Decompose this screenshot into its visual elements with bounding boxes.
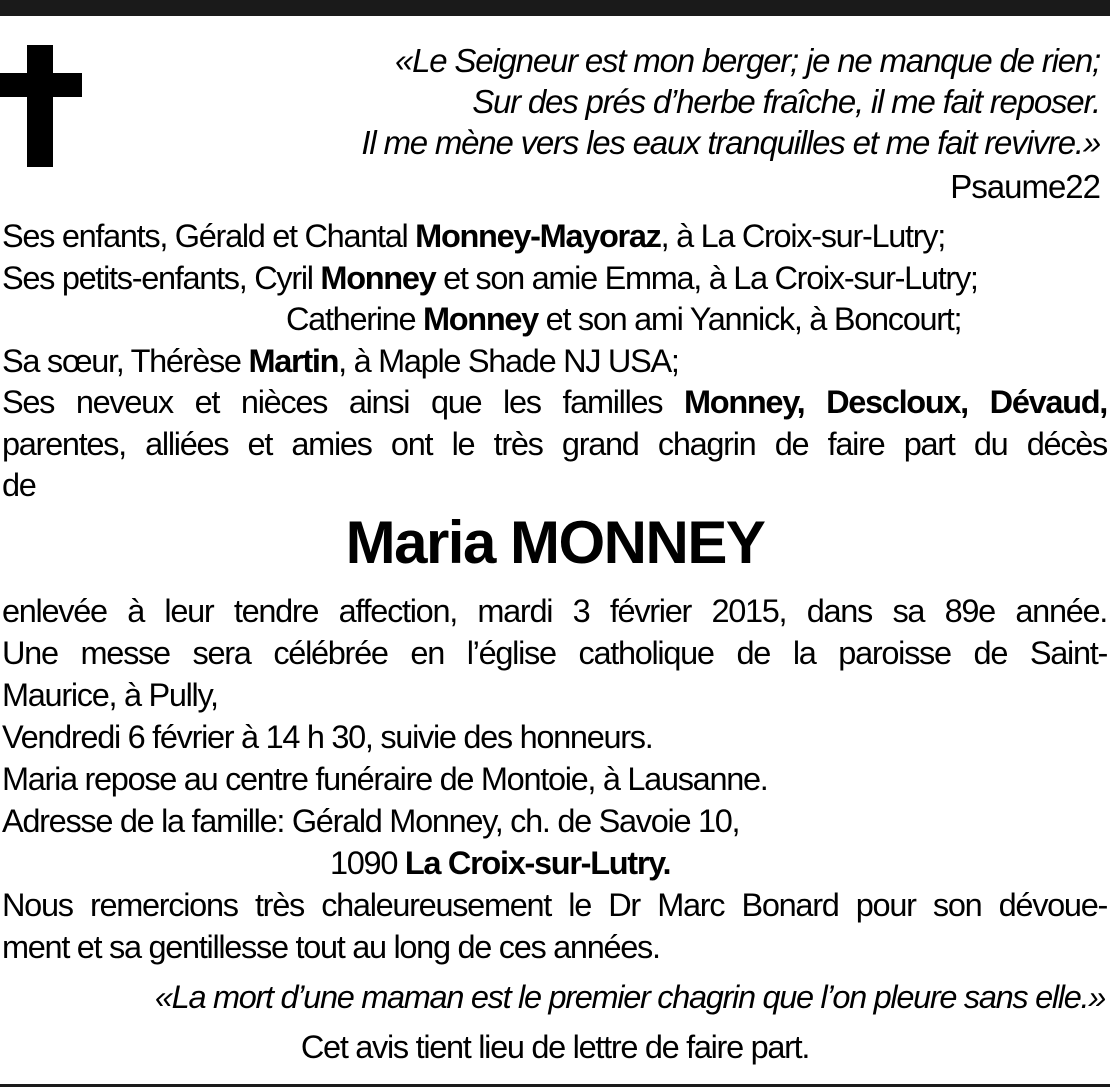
psalm-line-3: Il me mène vers les eaux tranquilles et me fait revivre.» (361, 124, 1100, 161)
deceased-name: Maria MONNEY (345, 509, 765, 576)
cross-vertical-bar (27, 45, 53, 167)
family-grandchildren-2: Catherine Monney et son ami Yannick, à Boncourt; (286, 301, 962, 337)
family-grandchildren-1: Ses petits-enfants, Cyril Monney et son amie Emma, à La Croix-sur-Lutry; (2, 259, 978, 296)
date-line: Vendredi 6 février à 14 h 30, suivie des honneurs. (2, 719, 653, 755)
mass-line-1: Une messe sera célébrée en l’église catholique de la paroisse de Saint- (2, 635, 1107, 671)
psalm-quote (200, 40, 1100, 163)
family-nephews: Ses neveux et nièces ainsi que les familles Monney, Descloux, Dévaud, (2, 384, 1108, 420)
thanks-line-2: ment et sa gentillesse tout au long de ces années. (2, 929, 660, 965)
funeral-details (2, 590, 1107, 968)
surname: Monney-Mayoraz (415, 218, 661, 254)
closing-note: Cet avis tient lieu de lettre de faire part. (300, 1029, 810, 1065)
surname: Monney (320, 259, 436, 296)
rest-line: Maria repose au centre funéraire de Montoie, à Lausanne. (2, 761, 768, 797)
mass-line-2: Maurice, à Pully, (2, 677, 218, 713)
announcement-line: parentes, alliées et amies ont le très grand chagrin de faire part du décès (2, 425, 1107, 462)
family-children: Ses enfants, Gérald et Chantal Monney-Mayoraz, à La Croix-sur-Lutry; (2, 218, 945, 254)
thanks-line-1: Nous remercions très chaleureusement le Dr Marc Bonard pour son dévoue- (2, 887, 1107, 923)
psalm-line-2: Sur des prés d’herbe fraîche, il me fait reposer. (472, 83, 1100, 120)
address-town-line: 1090 La Croix-sur-Lutry. (330, 845, 671, 881)
surname: Monney (422, 301, 538, 337)
surname: Martin (248, 342, 339, 379)
passing-line: enlevée à leur tendre affection, mardi 3 février 2015, dans sa 89e année. (2, 593, 1107, 629)
town: La Croix-sur-Lutry. (404, 845, 671, 881)
address-line: Adresse de la famille: Gérald Monney, ch. de Savoie 10, (2, 803, 740, 839)
surnames: Monney, Descloux, Dévaud, (684, 384, 1108, 420)
bottom-border-rule (0, 1084, 1110, 1087)
cross-icon (0, 45, 82, 167)
family-list (2, 216, 1107, 507)
psalm-line-1: «Le Seigneur est mon berger; je ne manque de rien; (395, 42, 1100, 79)
psalm-reference: Psaume22 (950, 168, 1100, 205)
family-sister: Sa sœur, Thérèse Martin, à Maple Shade NJ USA; (2, 342, 679, 379)
top-border-bar (0, 0, 1110, 16)
announcement-end: de (2, 467, 36, 503)
closing-quote: «La mort d’une maman est le premier chagrin que l’on pleure sans elle.» (154, 979, 1105, 1015)
cross-horizontal-bar (0, 73, 82, 97)
